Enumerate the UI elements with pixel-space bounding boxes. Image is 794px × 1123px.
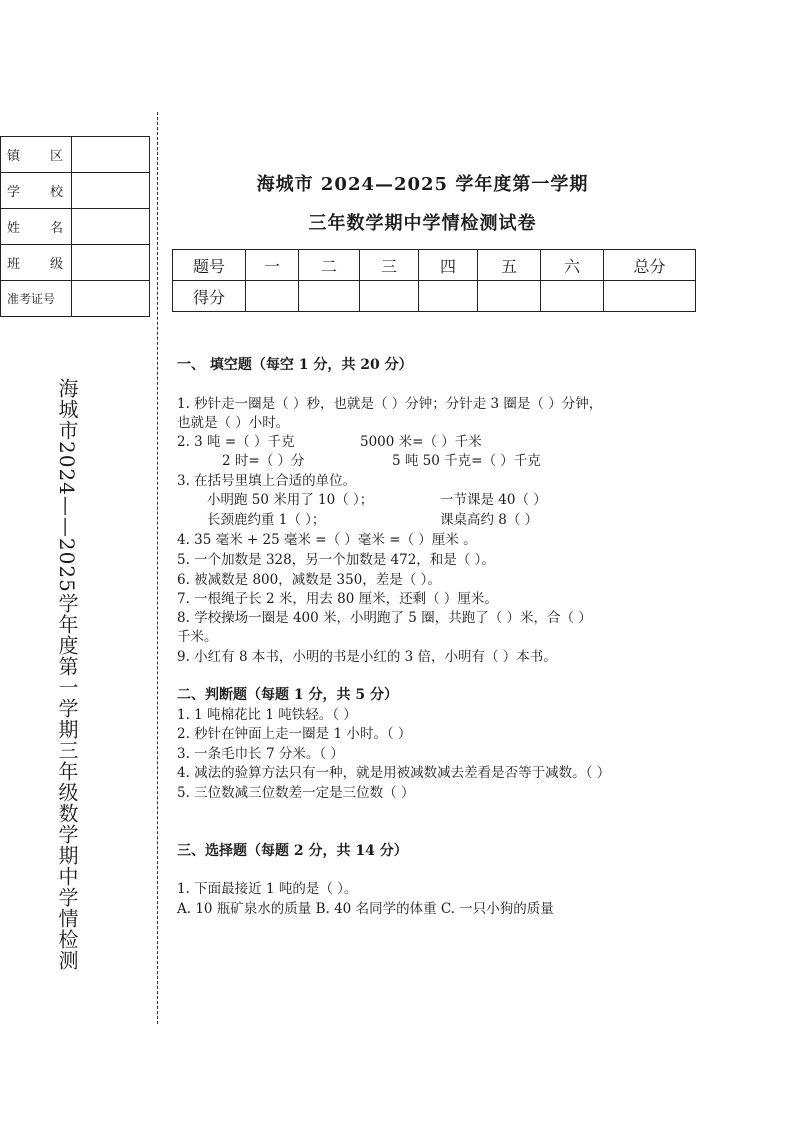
score-header-cell: 题号 [173, 250, 246, 281]
score-table [172, 249, 696, 312]
question-2-part-b: 5000 米=（ ）千米 [360, 434, 482, 450]
question-3-a: 小明跑 50 米用了 10（ ）； [207, 492, 374, 508]
score-row-label: 得分 [173, 281, 246, 312]
score-cell[interactable] [478, 281, 541, 312]
score-header-cell: 二 [299, 250, 360, 281]
section1-heading: 一、 填空题（每空 1 分，共 20 分） [177, 357, 413, 373]
question-3: 3. 在括号里填上合适的单位。 [177, 473, 357, 489]
question-4: 4. 35 毫米 + 25 毫米 =（ ）毫米 =（ ）厘米 。 [177, 532, 477, 548]
score-header-cell: 四 [419, 250, 478, 281]
score-cell[interactable] [604, 281, 696, 312]
info-label-town: 镇 区 [1, 137, 72, 173]
question-5: 5. 一个加数是 328，另一个加数是 472，和是（ ）。 [177, 552, 495, 568]
question-3-b: 一节课是 40（ ） [440, 492, 547, 508]
section3-heading: 三、选择题（每题 2 分，共 14 分） [177, 843, 408, 859]
judge-item-2: 2. 秒针在钟面上走一圈是 1 小时。（ ） [177, 726, 412, 742]
score-header-cell: 总分 [604, 250, 696, 281]
score-header-cell: 六 [541, 250, 604, 281]
choice-question-1: 1. 下面最接近 1 吨的是（ ）。 [177, 881, 358, 897]
page-title: 海城市 2024—2025 学年度第一学期 [256, 174, 589, 195]
page-subtitle: 三年数学期中学情检测试卷 [308, 213, 537, 234]
question-2-part-d: 5 吨 50 千克=（ ）千克 [392, 453, 541, 469]
score-table-score-row [173, 281, 696, 312]
score-cell[interactable] [360, 281, 419, 312]
info-field-exam-id[interactable] [72, 281, 150, 317]
question-3-c: 长颈鹿约重 1（ ）； [207, 512, 326, 528]
question-8-line1: 8. 学校操场一圈是 400 米，小明跑了 5 圈，共跑了（ ）米，合（ ） [177, 610, 592, 626]
info-field-town[interactable] [72, 137, 150, 173]
score-header-cell: 三 [360, 250, 419, 281]
score-cell[interactable] [419, 281, 478, 312]
info-label-exam-id: 准考证号 [1, 281, 72, 317]
question-3-d: 课桌高约 8（ ） [440, 512, 539, 528]
question-9: 9. 小红有 8 本书，小明的书是小红的 3 倍，小明有（ ）本书。 [177, 649, 557, 665]
score-header-cell: 一 [246, 250, 299, 281]
score-table-header-row [173, 250, 696, 281]
choice-question-1-options: A. 10 瓶矿泉水的质量 B. 40 名同学的体重 C. 一只小狗的质量 [177, 901, 554, 917]
section2-heading: 二、判断题（每题 1 分，共 5 分） [177, 687, 398, 703]
judge-item-5: 5. 三位数减三位数差一定是三位数（ ） [177, 785, 415, 801]
question-8-line2: 千米。 [177, 629, 218, 645]
question-7: 7. 一根绳子长 2 米，用去 80 厘米，还剩（ ）厘米。 [177, 591, 498, 607]
judge-item-4: 4. 减法的验算方法只有一种，就是用被减数减去差看是否等于减数。（ ） [177, 765, 611, 781]
question-6: 6. 被减数是 800，减数是 350，差是（ ）。 [177, 572, 441, 588]
info-label-school: 学 校 [1, 173, 72, 209]
question-1-line2: 也就是（ ）小时。 [177, 415, 290, 431]
score-cell[interactable] [299, 281, 360, 312]
judge-item-1: 1. 1 吨棉花比 1 吨铁轻。（ ） [177, 707, 357, 723]
score-cell[interactable] [541, 281, 604, 312]
info-field-class[interactable] [72, 245, 150, 281]
info-label-name: 姓 名 [1, 209, 72, 245]
score-header-cell: 五 [478, 250, 541, 281]
vertical-binding-title: 海城市2024——2025学年度第一学期三年级数学期中学情检测 [55, 378, 79, 971]
question-2-part-c: 2 时=（ ）分 [222, 453, 305, 469]
question-1-line1: 1. 秒针走一圈是（ ）秒，也就是（ ）分钟；分针走 3 圈是（ ）分钟， [177, 396, 603, 412]
dashed-cut-line [157, 112, 158, 1024]
score-cell[interactable] [246, 281, 299, 312]
info-label-class: 班 级 [1, 245, 72, 281]
judge-item-3: 3. 一条毛巾长 7 分米。（ ） [177, 746, 344, 762]
question-2-part-a: 2. 3 吨 =（ ）千克 [177, 434, 295, 450]
